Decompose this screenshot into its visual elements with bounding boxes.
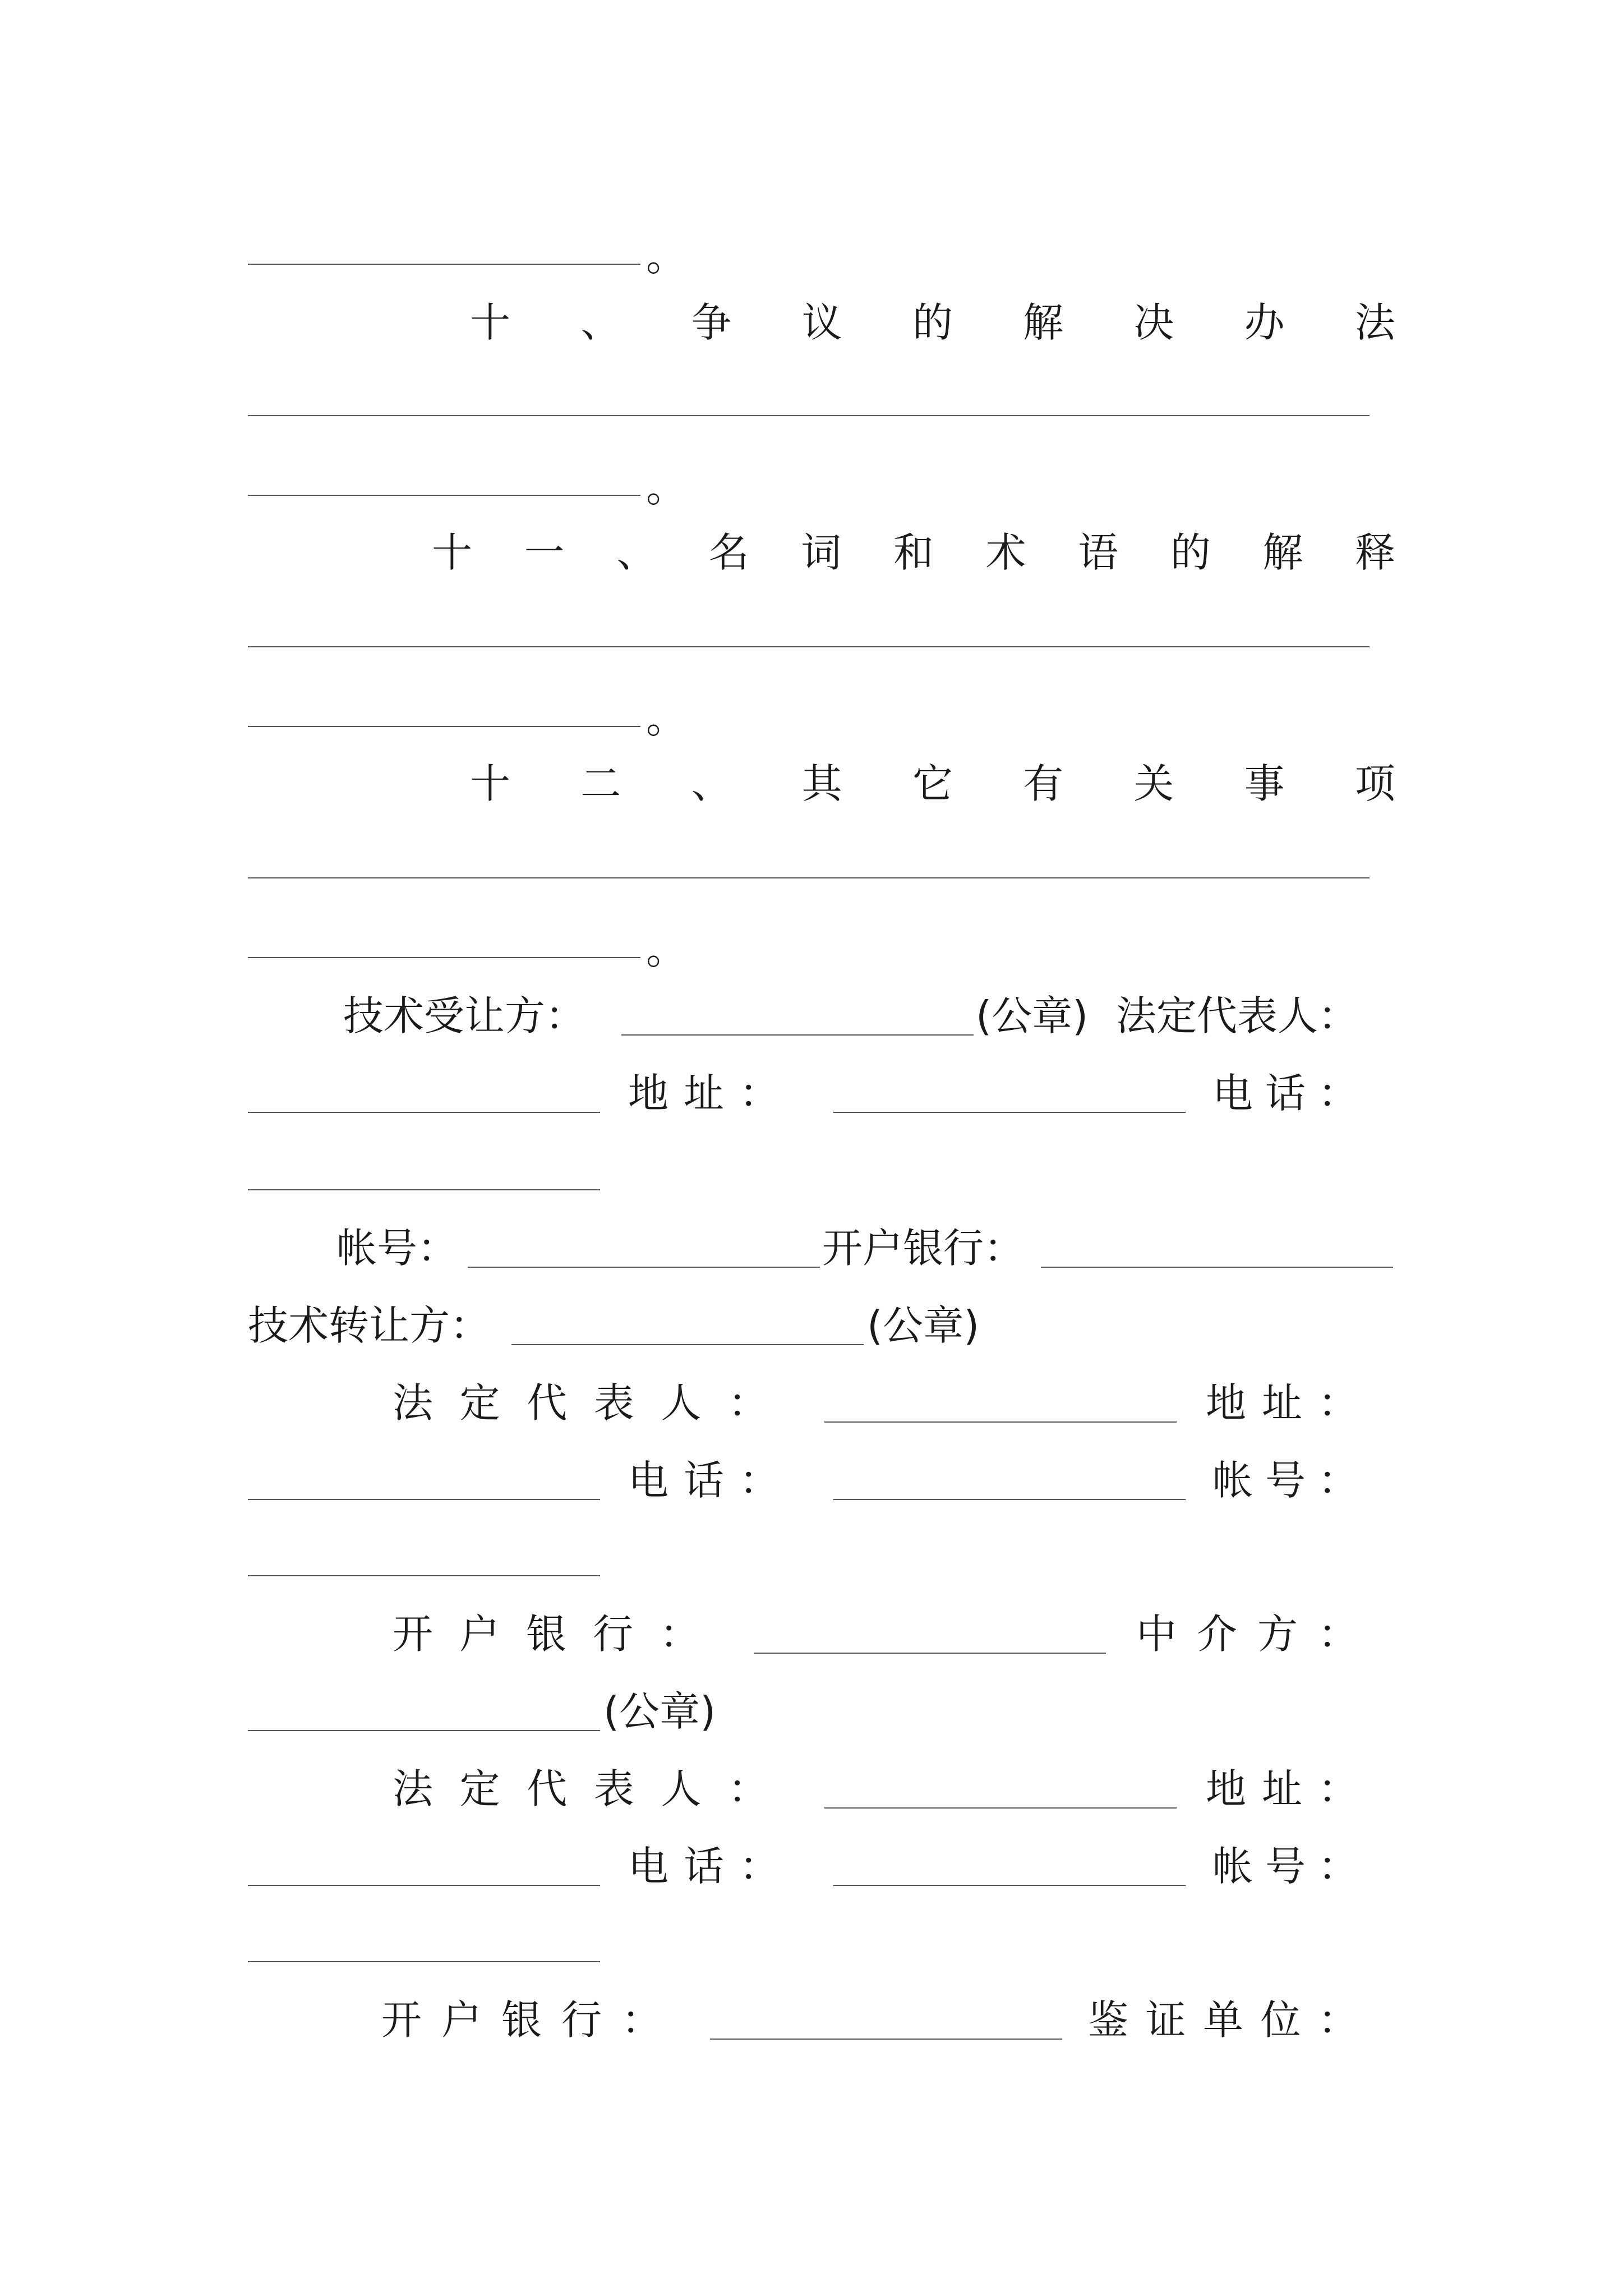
label-char: 帐 xyxy=(1212,1457,1253,1504)
label-char: 帐 xyxy=(1212,1843,1253,1890)
heading-char: 解 xyxy=(1023,299,1064,346)
transferor-account-label xyxy=(1212,1455,1358,1506)
label-char: 话 xyxy=(1265,1070,1306,1117)
transferor-phone-blank[interactable] xyxy=(833,1499,1186,1500)
transferor-legal-rep-blank[interactable] xyxy=(824,1421,1177,1423)
fill-blank[interactable] xyxy=(248,726,640,727)
recipient-legal-rep-blank[interactable] xyxy=(248,1112,600,1113)
period: 。 xyxy=(646,233,687,280)
label-char: 鉴 xyxy=(1088,1996,1129,2044)
label-char: 证 xyxy=(1145,1996,1186,2044)
label-char: 表 xyxy=(593,1379,634,1427)
label-char: 单 xyxy=(1202,1996,1243,2044)
heading-char: 语 xyxy=(1078,529,1119,576)
heading-char: 决 xyxy=(1133,299,1174,346)
transferor-name-blank[interactable] xyxy=(511,1344,864,1345)
label-char: 行 xyxy=(561,1996,602,2044)
section-heading-11 xyxy=(432,527,1395,578)
transferor-seal: (公章) xyxy=(867,1302,980,1349)
fill-blank[interactable] xyxy=(248,264,640,265)
period: 。 xyxy=(646,464,687,511)
label-char: 户 xyxy=(459,1611,500,1658)
label-char: ： xyxy=(739,1070,780,1117)
label-char: 户 xyxy=(441,1996,482,2044)
heading-char: 其 xyxy=(801,760,842,807)
section-heading-10 xyxy=(470,297,1395,348)
fill-blank-long[interactable] xyxy=(248,646,1370,647)
intermediary-account-blank[interactable] xyxy=(248,1961,600,1962)
intermediary-bank-blank[interactable] xyxy=(710,2039,1062,2040)
transferor-account-blank[interactable] xyxy=(248,1575,600,1576)
label-char: 电 xyxy=(1212,1070,1253,1117)
recipient-seal: (公章) xyxy=(976,992,1089,1039)
recipient-label: 技术受让方： xyxy=(343,992,586,1039)
label-char: 定 xyxy=(459,1765,500,1812)
label-char: 址 xyxy=(1261,1765,1302,1812)
label-char: 人 xyxy=(661,1765,702,1812)
fill-blank[interactable] xyxy=(248,495,640,496)
heading-char: 十 xyxy=(470,299,511,346)
heading-char: 二 xyxy=(580,760,621,807)
heading-char: 它 xyxy=(912,760,953,807)
label-char: 话 xyxy=(683,1457,724,1504)
transferor-bank-blank[interactable] xyxy=(754,1653,1106,1654)
recipient-phone-blank[interactable] xyxy=(248,1189,600,1190)
label-char: ： xyxy=(1317,1996,1358,2044)
label-char: 人 xyxy=(661,1379,702,1427)
heading-char: 项 xyxy=(1354,760,1395,807)
fill-blank-long[interactable] xyxy=(248,877,1370,878)
transferor-address-blank[interactable] xyxy=(248,1499,600,1500)
heading-char: 解 xyxy=(1262,529,1303,576)
label-char: ： xyxy=(739,1843,780,1890)
label-char: 电 xyxy=(628,1457,669,1504)
label-char: 位 xyxy=(1260,1996,1301,2044)
intermediary-legal-rep-blank[interactable] xyxy=(824,1807,1177,1809)
period: 。 xyxy=(646,926,687,973)
heading-char: 办 xyxy=(1244,299,1285,346)
label-char: 银 xyxy=(501,1996,542,2044)
label-char: 介 xyxy=(1196,1611,1237,1658)
intermediary-address-blank[interactable] xyxy=(248,1885,600,1886)
label-char: 址 xyxy=(683,1070,724,1117)
recipient-account-label: 帐号： xyxy=(336,1225,458,1272)
label-char: 开 xyxy=(393,1611,434,1658)
verifier-label xyxy=(1088,1995,1358,2045)
label-char: 代 xyxy=(527,1765,568,1812)
label-char: ： xyxy=(1317,1765,1358,1812)
label-char: ： xyxy=(1317,1843,1358,1890)
label-char: 行 xyxy=(592,1611,633,1658)
label-char: 址 xyxy=(1261,1379,1302,1427)
label-char: ： xyxy=(1317,1611,1358,1658)
period: 。 xyxy=(646,695,687,742)
label-char: ： xyxy=(727,1379,768,1427)
label-char: 法 xyxy=(393,1765,434,1812)
intermediary-bank-label xyxy=(381,1995,662,2045)
heading-char: 的 xyxy=(912,299,953,346)
heading-char: 法 xyxy=(1354,299,1395,346)
intermediary-phone-label xyxy=(628,1841,780,1892)
label-char: 银 xyxy=(525,1611,566,1658)
transferor-bank-label xyxy=(393,1609,700,1659)
heading-char: 十 xyxy=(470,760,511,807)
label-char: ： xyxy=(1317,1379,1358,1427)
label-char: 号 xyxy=(1265,1457,1306,1504)
heading-char: 有 xyxy=(1023,760,1064,807)
label-char: ： xyxy=(1317,1070,1358,1117)
label-char: 中 xyxy=(1136,1611,1177,1658)
recipient-address-blank[interactable] xyxy=(833,1112,1186,1113)
section-heading-12 xyxy=(470,758,1395,809)
label-char: ： xyxy=(1317,1457,1358,1504)
recipient-bank-label: 开户银行： xyxy=(822,1225,1025,1272)
heading-char: 的 xyxy=(1170,529,1211,576)
recipient-account-blank[interactable] xyxy=(468,1267,820,1268)
label-char: 表 xyxy=(593,1765,634,1812)
transferor-phone-label xyxy=(628,1455,780,1506)
label-char: ： xyxy=(727,1765,768,1812)
label-char: ： xyxy=(621,1996,662,2044)
heading-char: 释 xyxy=(1354,529,1395,576)
heading-char: 一 xyxy=(524,529,565,576)
label-char: 代 xyxy=(527,1379,568,1427)
transferor-address-label xyxy=(1206,1378,1358,1428)
heading-char: 、 xyxy=(691,760,732,807)
label-char: 地 xyxy=(628,1070,669,1117)
label-char: ： xyxy=(659,1611,700,1658)
recipient-legal-rep-label: 法定代表人： xyxy=(1116,992,1359,1039)
intermediary-name-blank[interactable] xyxy=(248,1730,600,1731)
heading-char: 术 xyxy=(985,529,1026,576)
intermediary-phone-blank[interactable] xyxy=(833,1885,1186,1886)
label-char: 法 xyxy=(393,1379,434,1427)
intermediary-account-label xyxy=(1212,1841,1358,1892)
intermediary-legal-rep-label xyxy=(393,1764,768,1814)
label-char: 地 xyxy=(1206,1765,1247,1812)
recipient-bank-blank[interactable] xyxy=(1041,1267,1393,1268)
intermediary-address-label xyxy=(1206,1764,1358,1814)
intermediary-seal: (公章) xyxy=(603,1688,716,1735)
label-char: 地 xyxy=(1206,1379,1247,1427)
label-char: 号 xyxy=(1265,1843,1306,1890)
heading-char: 事 xyxy=(1244,760,1285,807)
transferor-legal-rep-label xyxy=(393,1378,768,1428)
heading-char: 、 xyxy=(580,299,621,346)
heading-char: 议 xyxy=(801,299,842,346)
heading-char: 名 xyxy=(708,529,749,576)
heading-char: 关 xyxy=(1133,760,1174,807)
intermediary-label xyxy=(1136,1609,1358,1659)
label-char: 话 xyxy=(683,1843,724,1890)
recipient-phone-label xyxy=(1212,1068,1358,1119)
heading-char: 词 xyxy=(801,529,842,576)
label-char: 定 xyxy=(459,1379,500,1427)
label-char: ： xyxy=(739,1457,780,1504)
heading-char: 十 xyxy=(432,529,473,576)
label-char: 开 xyxy=(381,1996,422,2044)
recipient-name-blank[interactable] xyxy=(621,1034,974,1036)
heading-char: 和 xyxy=(893,529,934,576)
label-char: 电 xyxy=(628,1843,669,1890)
heading-char: 争 xyxy=(691,299,732,346)
transferor-label: 技术转让方： xyxy=(248,1302,491,1349)
recipient-address-label xyxy=(628,1068,780,1119)
fill-blank[interactable] xyxy=(248,957,640,958)
label-char: 方 xyxy=(1257,1611,1298,1658)
fill-blank-long[interactable] xyxy=(248,415,1370,416)
heading-char: 、 xyxy=(616,529,657,576)
